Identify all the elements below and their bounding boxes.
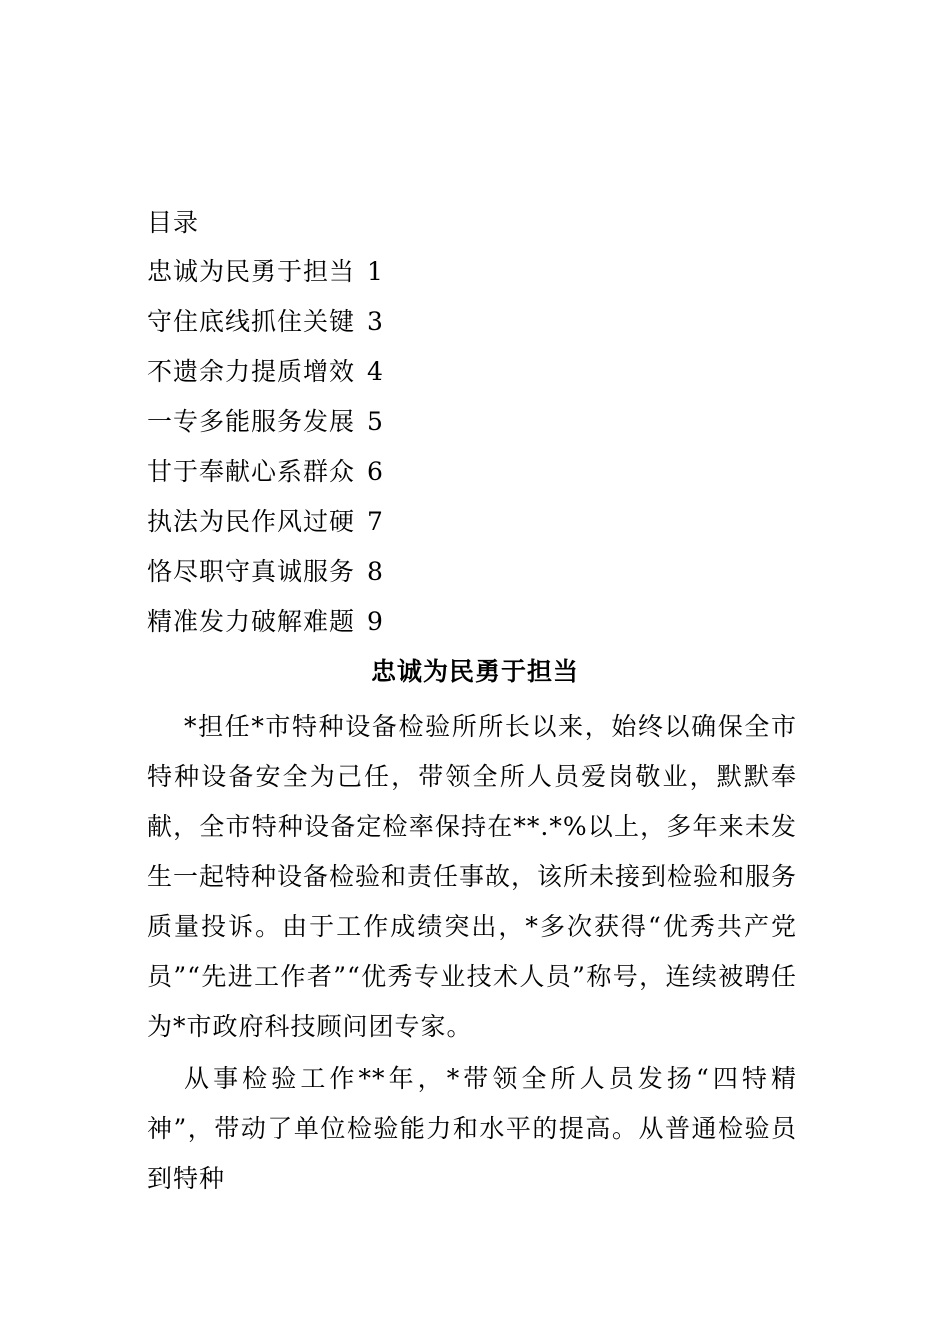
section-body [147, 702, 797, 1206]
toc-item-page: 5 [367, 407, 384, 436]
toc-item-page: 9 [367, 607, 384, 636]
toc-item[interactable] [147, 502, 384, 552]
toc-item-page: 3 [367, 307, 384, 336]
body-paragraph: 从事检验工作**年，*带领全所人员发扬“四特精神”，带动了单位检验能力和水平的提高。从普通检验员到特种 [147, 1064, 797, 1193]
body-paragraph: *担任*市特种设备检验所所长以来，始终以确保全市特种设备安全为己任，带领全所人员爱岗敬业，默默奉献，全市特种设备定检率保持在**.*%以上，多年来未发生一起特种设备检验和责任事故，该所未接到检验和服务质量投诉。由于工作成绩突出，*多次获得“优秀共产党员”“先进工作者”“优秀专业技术人员”称号，连续被聘任为*市政府科技顾问团专家。 [147, 712, 798, 1041]
toc-item[interactable] [147, 452, 384, 502]
toc-list [147, 252, 384, 652]
toc-item[interactable] [147, 402, 384, 452]
toc-heading: 目录 [147, 208, 200, 237]
toc-item[interactable] [147, 602, 384, 652]
toc-item-page: 7 [367, 507, 384, 536]
toc-item-page: 6 [367, 457, 384, 486]
toc-item[interactable] [147, 352, 384, 402]
toc-item[interactable] [147, 302, 384, 352]
toc-item-page: 8 [367, 557, 384, 586]
toc-item-title: 精准发力破解难题 [147, 607, 356, 636]
toc-item-title: 一专多能服务发展 [147, 407, 356, 436]
toc-item-title: 甘于奉献心系群众 [147, 457, 356, 486]
toc-item-page: 1 [367, 257, 384, 286]
toc-item[interactable] [147, 552, 384, 602]
toc-item[interactable] [147, 252, 384, 302]
toc-item-title: 忠诚为民勇于担当 [147, 257, 356, 286]
toc-item-title: 执法为民作风过硬 [147, 507, 356, 536]
toc-item-page: 4 [367, 357, 384, 386]
toc-item-title: 守住底线抓住关键 [147, 307, 356, 336]
section-title: 忠诚为民勇于担当 [370, 657, 579, 686]
toc-item-title: 不遗余力提质增效 [147, 357, 356, 386]
toc-item-title: 恪尽职守真诚服务 [147, 557, 356, 586]
